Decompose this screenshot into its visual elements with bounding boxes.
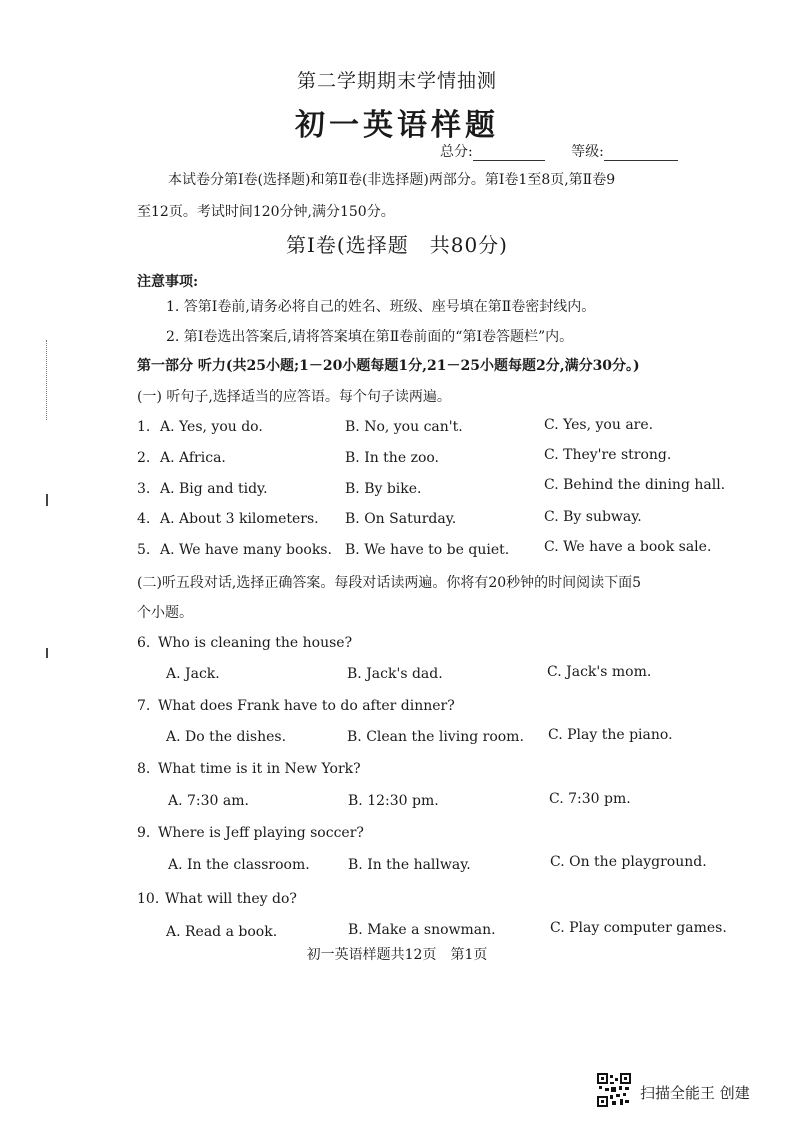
binding-margin-mark: [46, 340, 53, 420]
option-c: C. Behind the dining hall.: [544, 477, 726, 493]
note-item: 1. 答第Ⅰ卷前,请务必将自己的姓名、班级、座号填在第Ⅱ卷密封线内。: [166, 299, 596, 315]
option-c: C. They're strong.: [544, 447, 672, 463]
question-text: What time is it in New York?: [158, 761, 361, 777]
grade-label: 等级:: [571, 144, 604, 160]
option-a: A. We have many books.: [160, 542, 332, 558]
intro-line-1: 本试卷分第Ⅰ卷(选择题)和第Ⅱ卷(非选择题)两部分。第Ⅰ卷1至8页,第Ⅱ卷9: [168, 172, 616, 188]
option-b: B. 12:30 pm.: [348, 793, 439, 809]
question-number: 3.: [137, 481, 151, 497]
option-b: B. Make a snowman.: [348, 922, 496, 938]
option-a: A. About 3 kilometers.: [160, 511, 319, 527]
option-c: C. Play computer games.: [550, 920, 727, 936]
page-footer: 初一英语样题共12页 第1页: [306, 947, 488, 963]
option-c: C. On the playground.: [550, 854, 707, 870]
binding-margin-mark: [46, 494, 54, 506]
question-number: 4.: [137, 511, 151, 527]
option-b: B. No, you can't.: [345, 419, 463, 435]
scanner-watermark: 扫描全能王 创建: [640, 1084, 750, 1102]
option-b: B. In the hallway.: [348, 857, 471, 873]
question-text: What does Frank have to do after dinner?: [158, 698, 455, 714]
option-c: C. By subway.: [544, 509, 642, 525]
part1-heading: 第一部分 听力(共25小题;1－20小题每题1分,21－25小题每题2分,满分30分。): [137, 358, 640, 374]
intro-line-2: 至12页。考试时间120分钟,满分150分。: [137, 204, 395, 220]
qr-code-icon: [597, 1073, 631, 1107]
option-b: B. We have to be quiet.: [345, 542, 510, 558]
option-a: A. In the classroom.: [168, 857, 310, 873]
option-a: A. Big and tidy.: [160, 481, 268, 497]
option-c: C. Jack's mom.: [547, 664, 652, 680]
option-b: B. By bike.: [345, 481, 422, 497]
question-text: What will they do?: [165, 891, 297, 907]
question-number: 9.: [137, 825, 151, 841]
note-item: 2. 第Ⅰ卷选出答案后,请将答案填在第Ⅱ卷前面的“第Ⅰ卷答题栏”内。: [166, 329, 574, 345]
notes-heading: 注意事项:: [137, 274, 199, 290]
section-title: 第Ⅰ卷(选择题 共80分): [286, 233, 508, 257]
grade-blank: [604, 146, 678, 161]
option-b: B. In the zoo.: [345, 450, 440, 466]
part1-sub1-heading: (一) 听句子,选择适当的应答语。每个句子读两遍。: [137, 389, 451, 405]
question-number: 1.: [137, 419, 151, 435]
option-c: C. Yes, you are.: [544, 417, 654, 433]
score-blank: [473, 146, 545, 161]
question-number: 10.: [137, 891, 160, 907]
part1-sub2-heading: (二)听五段对话,选择正确答案。每段对话读两遍。你将有20秒钟的时间阅读下面5: [137, 575, 642, 591]
question-number: 5.: [137, 542, 151, 558]
part1-sub2-heading-cont: 个小题。: [137, 605, 193, 621]
option-b: B. Clean the living room.: [347, 729, 524, 745]
question-number: 7.: [137, 698, 151, 714]
option-c: C. We have a book sale.: [544, 539, 712, 555]
option-a: A. Yes, you do.: [160, 419, 263, 435]
option-a: A. Read a book.: [166, 924, 278, 940]
option-a: A. 7:30 am.: [168, 793, 249, 809]
option-a: A. Jack.: [166, 666, 220, 682]
option-c: C. 7:30 pm.: [549, 791, 631, 807]
exam-subtitle: 第二学期期末学情抽测: [296, 70, 497, 92]
question-text: Who is cleaning the house?: [158, 635, 353, 651]
score-label: 总分:: [440, 144, 473, 160]
option-c: C. Play the piano.: [548, 727, 673, 743]
question-text: Where is Jeff playing soccer?: [158, 825, 364, 841]
question-number: 6.: [137, 635, 151, 651]
question-number: 8.: [137, 761, 151, 777]
exam-title: 初一英语样题: [295, 108, 499, 143]
option-b: B. On Saturday.: [345, 511, 457, 527]
score-box: [440, 141, 678, 161]
option-b: B. Jack's dad.: [347, 666, 443, 682]
question-number: 2.: [137, 450, 151, 466]
option-a: A. Africa.: [160, 450, 226, 466]
option-a: A. Do the dishes.: [166, 729, 287, 745]
binding-margin-mark: [46, 648, 54, 658]
